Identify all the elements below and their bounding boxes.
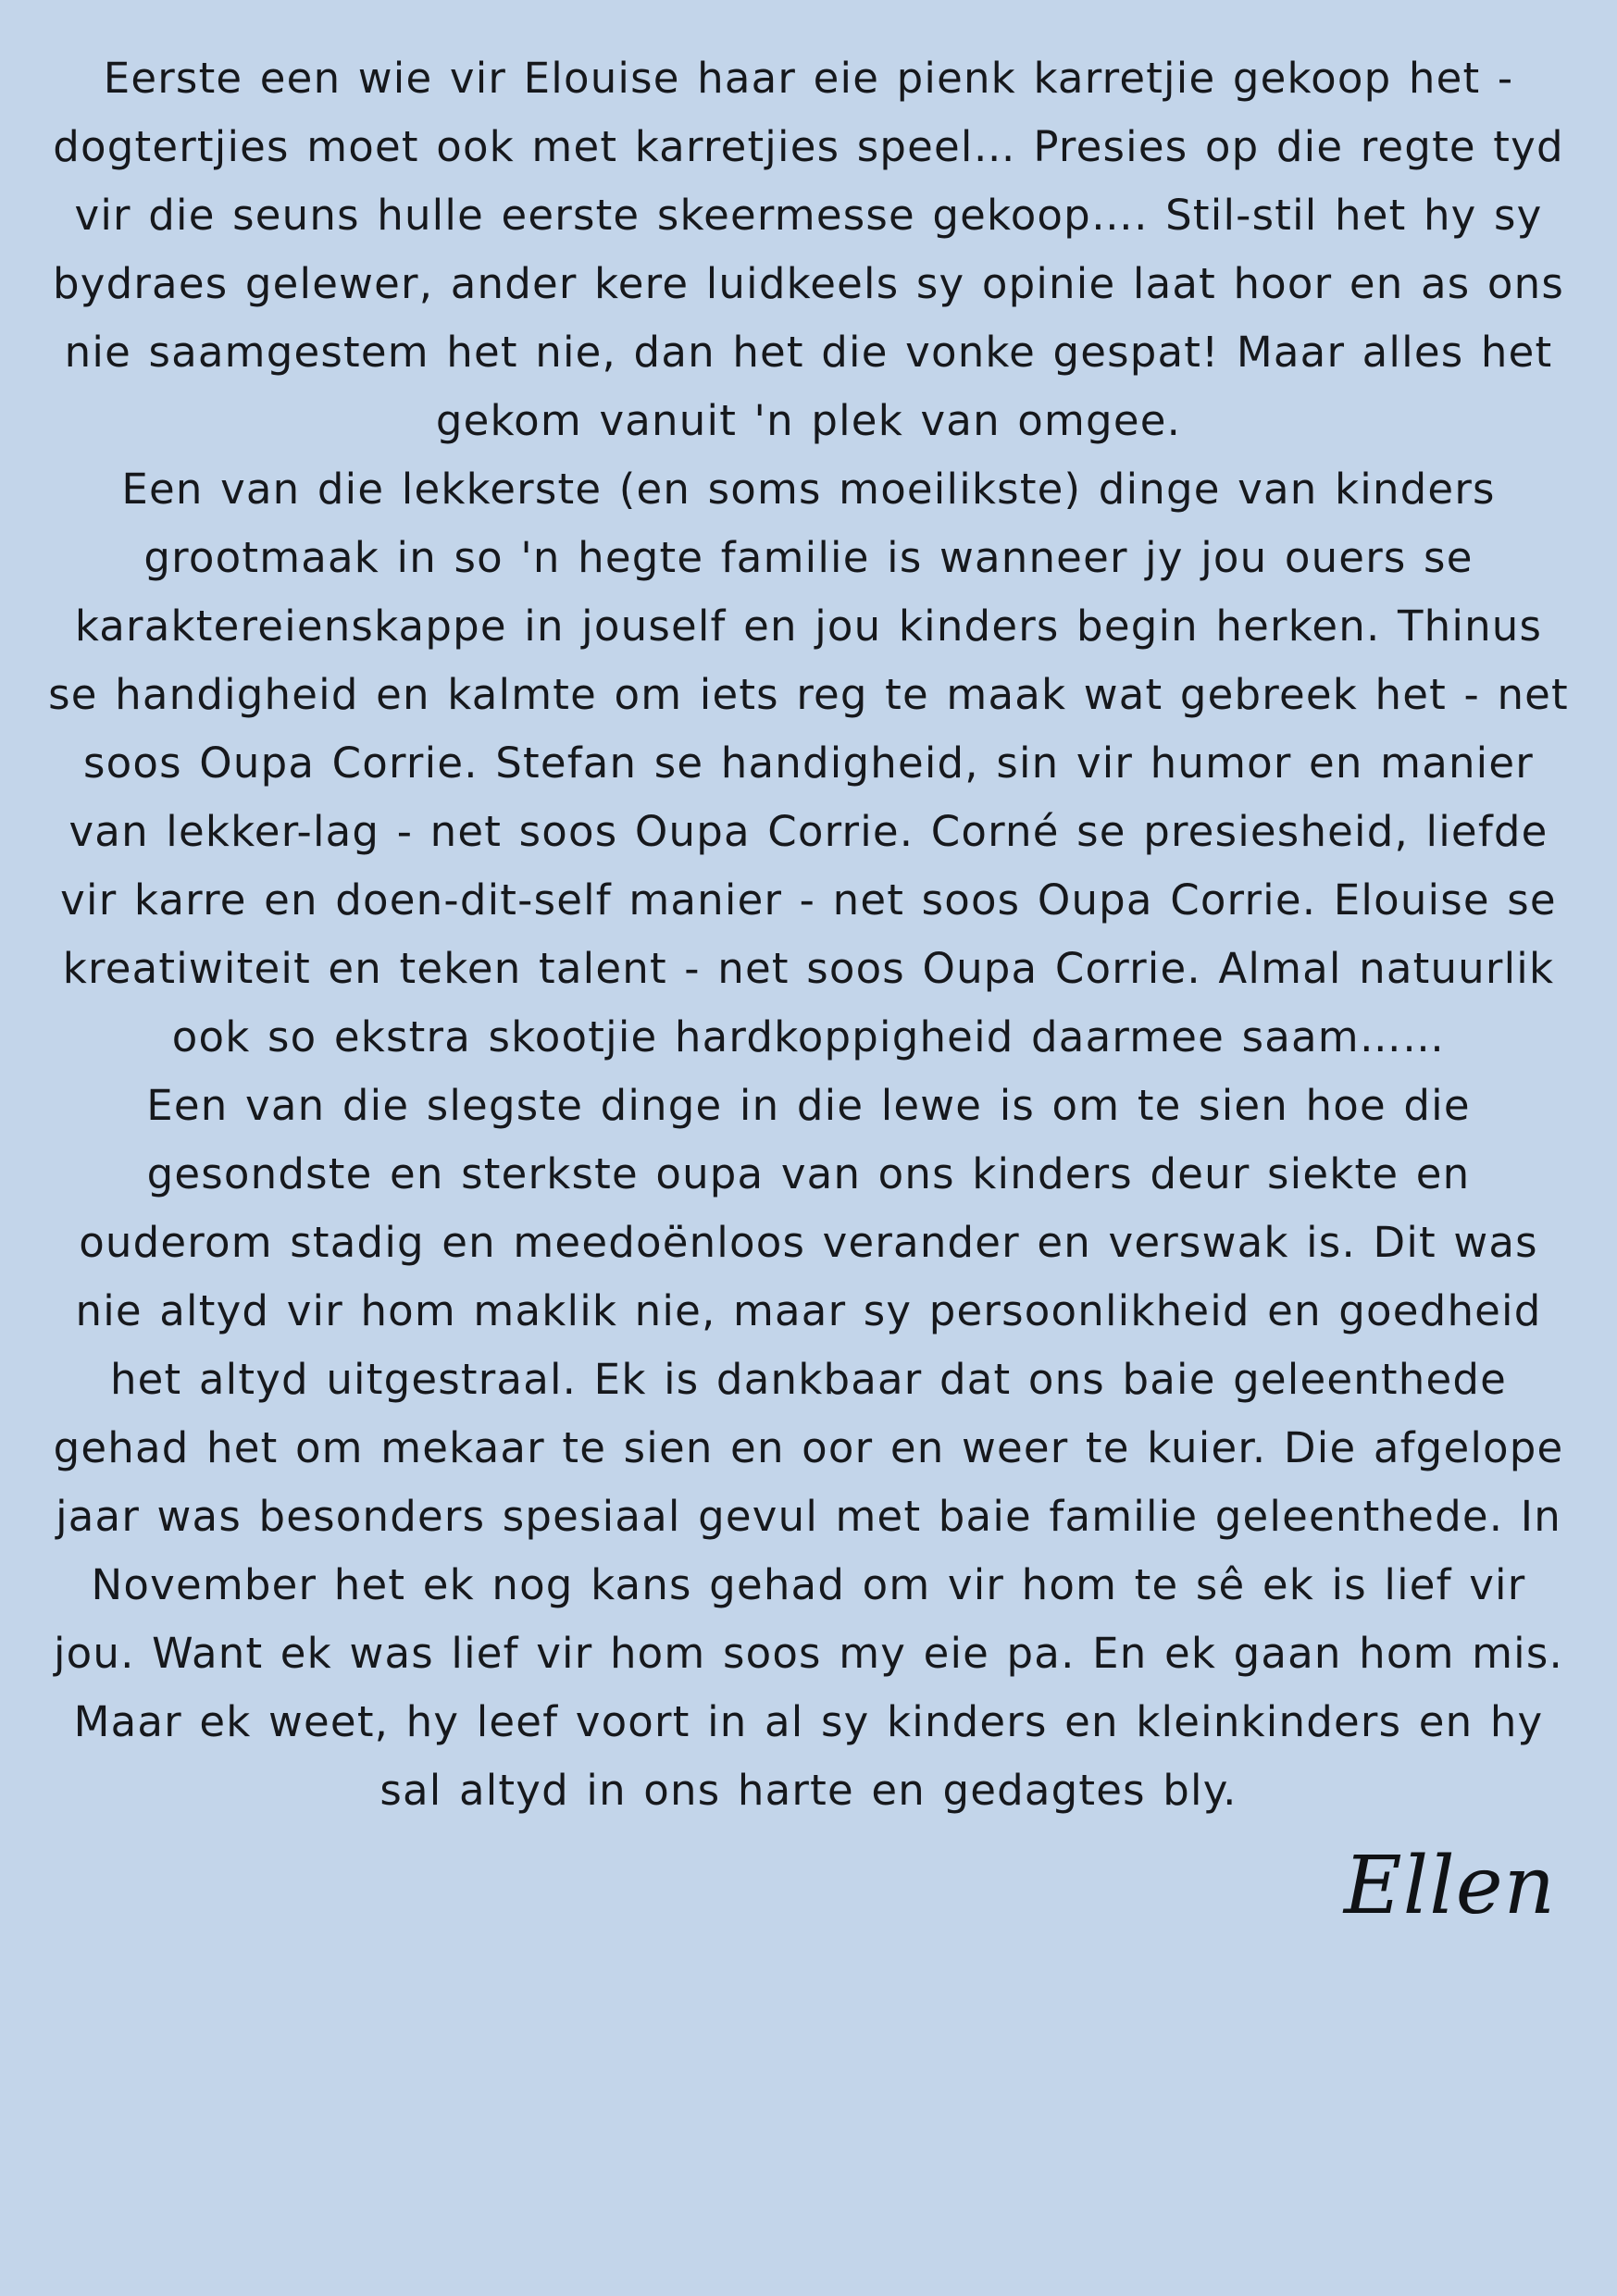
signature-block bbox=[48, 1842, 1569, 1930]
paragraph-3: Een van die slegste dinge in die lewe is om te sien hoe die gesondste en sterkste oupa van ons kinders deur siekte en ouderom stadig en meedoënloos verander en verswak is. Dit was nie altyd vir hom maklik nie, maar sy persoonlikheid en goedheid het altyd uitgestraal. Ek is dankbaar dat ons baie geleenthede gehad het om mekaar te sien en oor en weer te kuier. Die afgelope jaar was besonders spesiaal gevul met baie familie geleenthede. In November het ek nog kans gehad om vir hom te sê ek is lief vir jou. Want ek was lief vir hom soos my eie pa. En ek gaan hom mis. Maar ek weet, hy leef voort in al sy kinders en kleinkinders en hy sal altyd in ons harte en gedagtes bly. bbox=[53, 1081, 1564, 1815]
document-body bbox=[48, 44, 1569, 1825]
paragraph-1: Eerste een wie vir Elouise haar eie pienk karretjie gekoop het - dogtertjies moet ook met karretjies speel… Presies op die regte tyd vir die seuns hulle eerste skeermesse gekoop…. Stil-stil het hy sy bydraes gelewer, ander kere luidkeels sy opinie laat hoor en as ons nie saamgestem het nie, dan het die vonke gespat! Maar alles het gekom vanuit 'n plek van omgee. bbox=[53, 54, 1564, 445]
signature-name: Ellen bbox=[1343, 1840, 1556, 1932]
paragraph-2: Een van die lekkerste (en soms moeilikste) dinge van kinders grootmaak in so 'n hegte familie is wanneer jy jou ouers se karaktereienskappe in jouself en jou kinders begin herken. Thinus se handigheid en kalmte om iets reg te maak wat gebreek het - net soos Oupa Corrie. Stefan se handigheid, sin vir humor en manier van lekker-lag - net soos Oupa Corrie. Corné se presiesheid, liefde vir karre en doen-dit-self manier - net soos Oupa Corrie. Elouise se kreatiwiteit en teken talent - net soos Oupa Corrie. Almal natuurlik ook so ekstra skootjie hardkoppigheid daarmee saam…… bbox=[48, 465, 1569, 1061]
